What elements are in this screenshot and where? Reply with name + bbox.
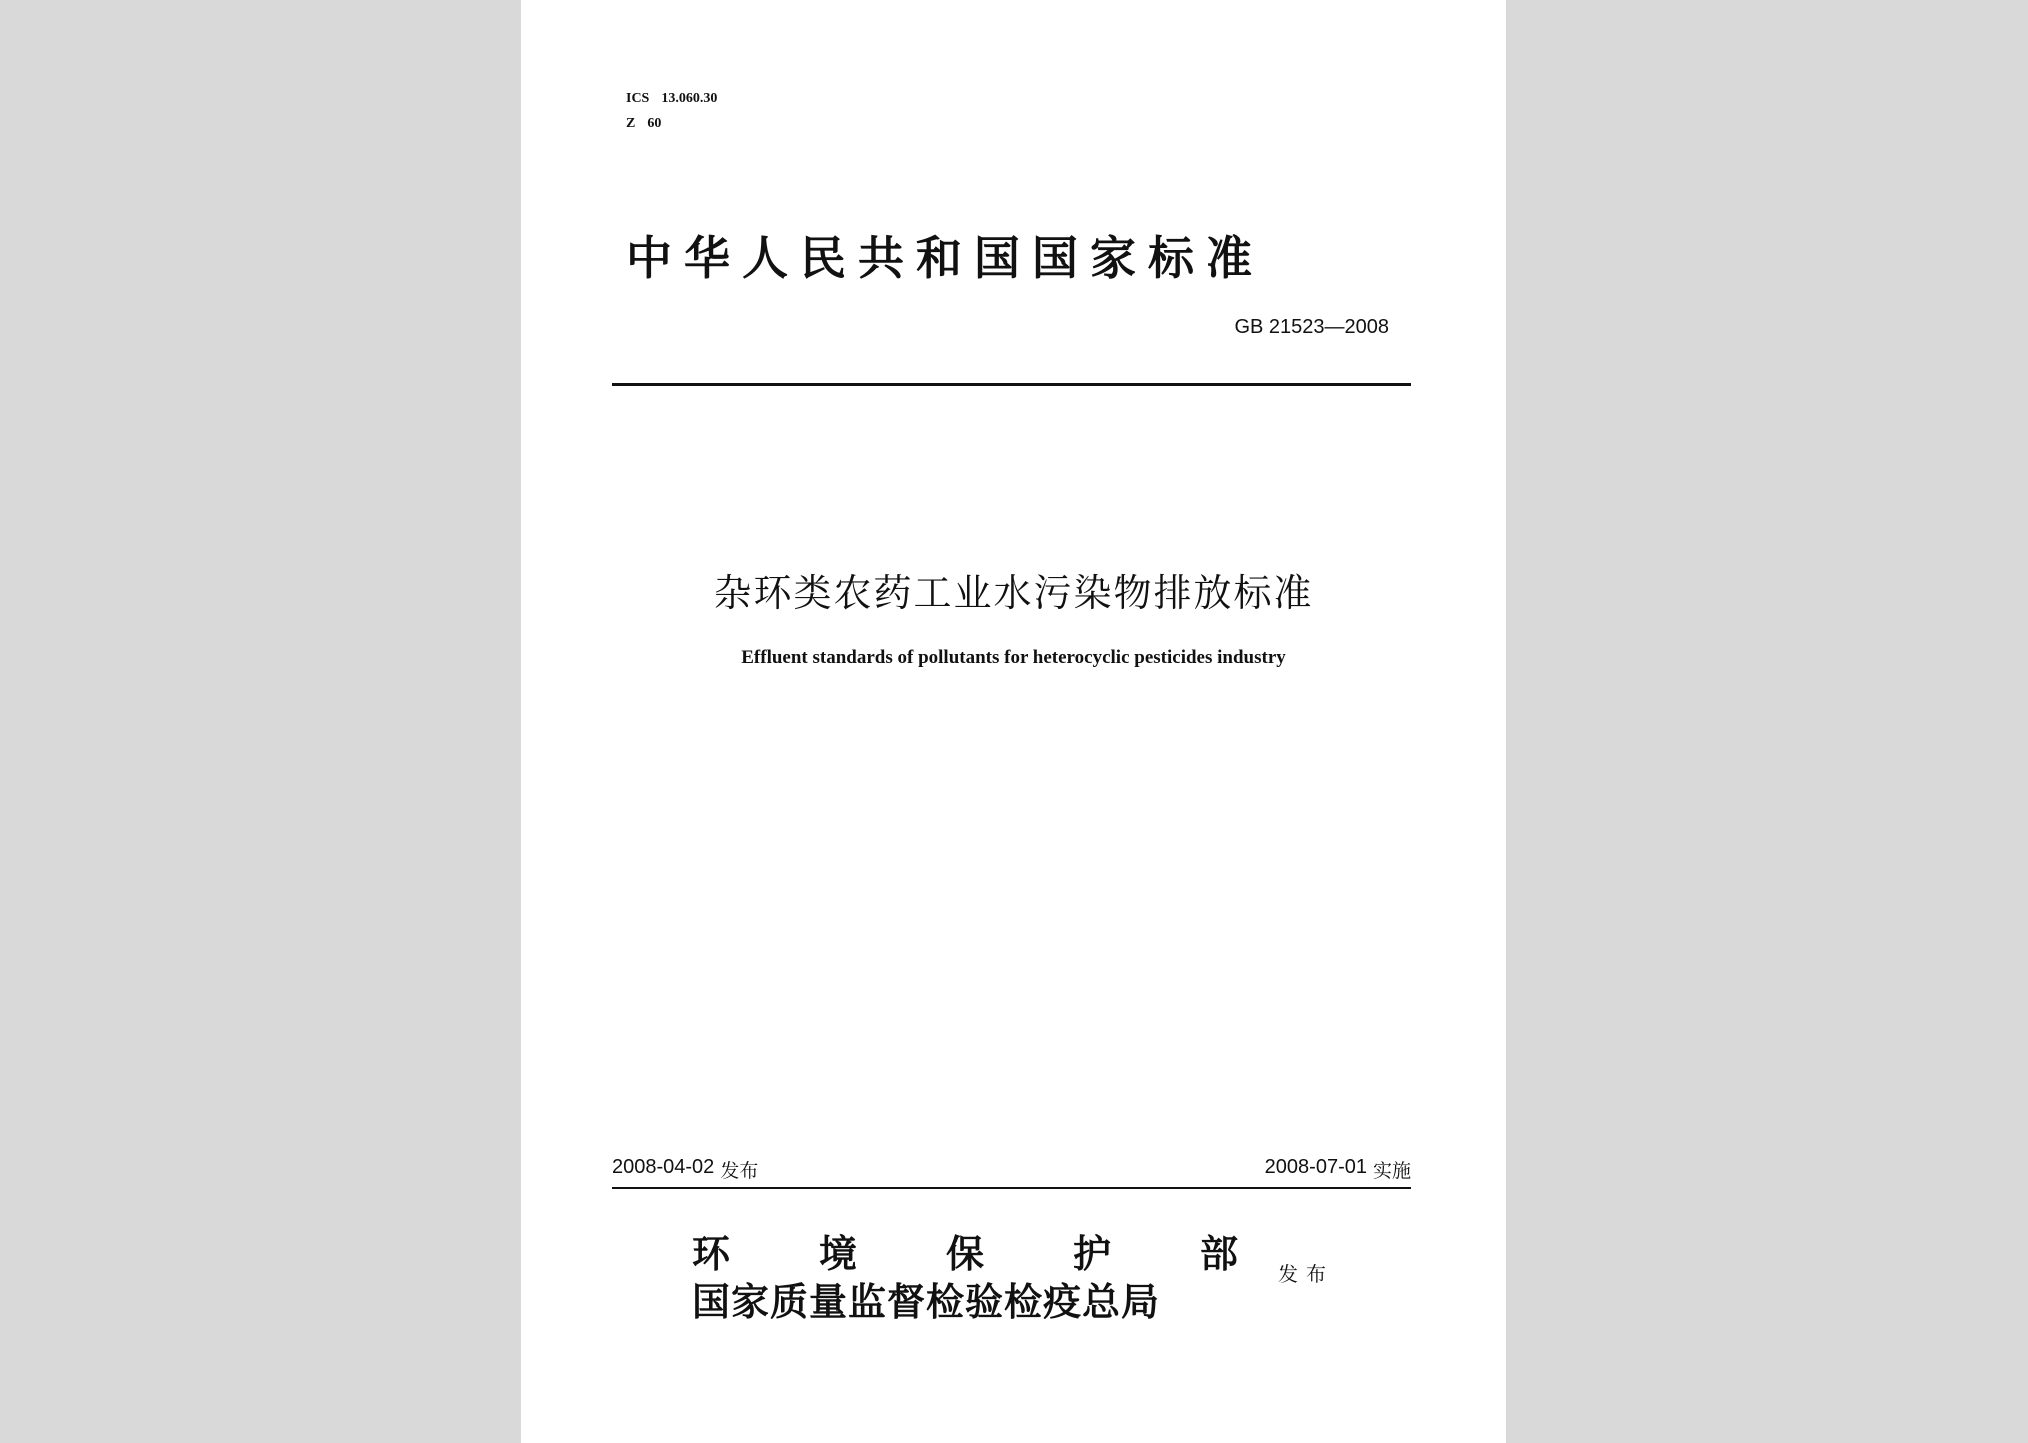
ics-line xyxy=(626,86,717,111)
standard-code: GB 21523—2008 xyxy=(1234,316,1389,338)
document-title-english: Effluent standards of pollutants for heterocyclic pesticides industry xyxy=(741,647,1286,668)
date-row xyxy=(612,1156,1411,1183)
issue-date-block xyxy=(612,1156,758,1183)
national-standard-title: 中华人民共和国国家标准 xyxy=(626,231,1264,285)
document-title-chinese: 杂环类农药工业水污染物排放标准 xyxy=(713,571,1314,615)
ccs-label: Z xyxy=(626,116,636,131)
issuer-char: 境 xyxy=(818,1231,857,1276)
header-divider xyxy=(612,383,1411,386)
issue-date: 2008-04-02 xyxy=(612,1156,715,1178)
footer-divider xyxy=(612,1187,1411,1189)
issuer-char: 部 xyxy=(1199,1231,1238,1276)
issuer-char: 保 xyxy=(945,1231,984,1276)
ccs-code: 60 xyxy=(647,116,662,131)
classification-codes xyxy=(626,86,717,136)
ics-label: ICS xyxy=(626,91,650,106)
issuing-authorities xyxy=(692,1230,1238,1326)
issue-label: 发布 xyxy=(720,1160,759,1182)
effective-date: 2008-07-01 xyxy=(1264,1156,1367,1178)
issuer-char: 环 xyxy=(692,1231,731,1276)
publish-label: 发布 xyxy=(1278,1262,1334,1286)
ccs-line xyxy=(626,111,717,136)
ics-code: 13.060.30 xyxy=(661,91,718,106)
issuer-char: 护 xyxy=(1072,1231,1111,1276)
effective-label: 实施 xyxy=(1372,1160,1411,1182)
issuer-aqsiq: 国家质量监督检验检疫总局 xyxy=(692,1279,1161,1324)
issuer-ministry xyxy=(692,1230,1238,1278)
effective-date-block xyxy=(1265,1156,1411,1183)
document-page xyxy=(521,0,1506,1443)
